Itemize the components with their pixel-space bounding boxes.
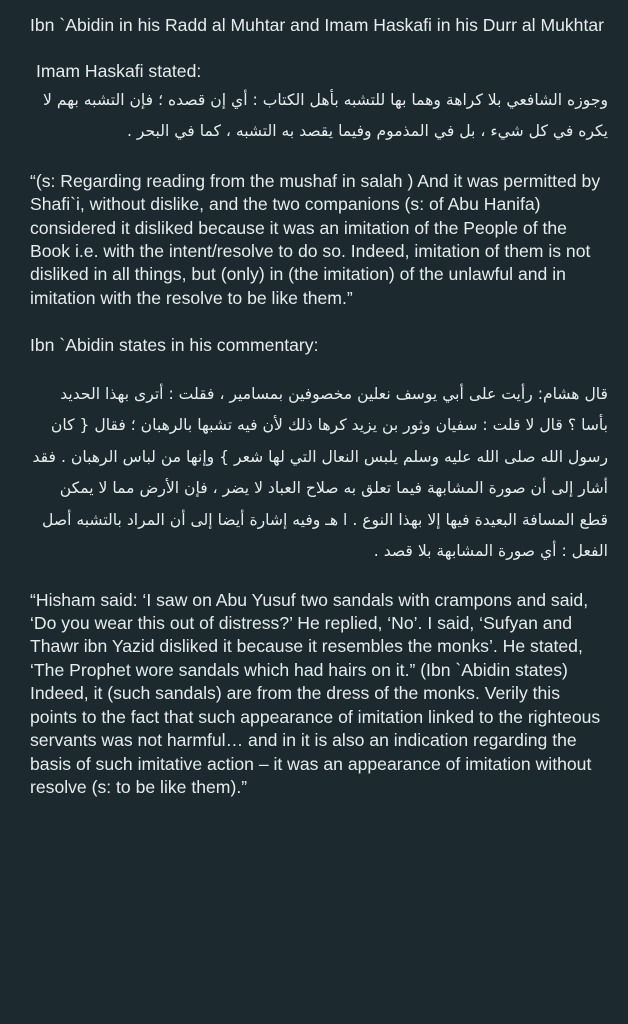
abidin-arabic-text: قال هشام: رأيت على أبي يوسف نعلين مخصوفين بمسامير ، فقلت : أترى بهذا الحديد بأسا ؟ قال لا قلت : سفيان وثور بن يزيد كرها ذلك لأن فيه تشبها بالرهبان ؛ فقال { كان رسول الله صلى الله عليه وسلم يلبس النعال التي لها شعر } وإنها من لباس الرهبان . فقد أشار إلى أن صورة المشابهة فيما تعلق به صلاح العباد لا يضر ، فإن الأرض مما لا يمكن قطع المسافة البعيدة فيها إلا بهذا النوع . ا هـ وفيه إشارة أيضا إلى أن المراد بالتشبه أصل الفعل : أي صورة المشابهة بلا قصد .: [32, 384, 608, 561]
haskafi-arabic-text: وجوزه الشافعي بلا كراهة وهما بها للتشبه بأهل الكتاب : أي إن قصده ؛ فإن التشبه بهم لا يكره في كل شيء ، بل في المذموم وفيما يقصد به التشبه ، كما في البحر .: [43, 90, 608, 141]
document-title: Ibn `Abidin in his Radd al Muhtar and Imam Haskafi in his Durr al Mukhtar: [30, 15, 604, 35]
abidin-translation: “Hisham said: ‘I saw on Abu Yusuf two sandals with crampons and said, ‘Do you wear this out of distress?’ He replied, ‘No’. I said, ‘Sufyan and Thawr ibn Yazid disliked it because it resembles the monks’. He stated, ‘The Prophet wore sandals which had hairs on it.” (Ibn `Abidin states) Indeed, it (such sandals) are from the dress of the monks. Verily this points to the fact that such appearance of imitation linked to the righteous servants was not harmful… and in it is also an indication regarding the basis of such imitative action – it was an appearance of imitation without resolve (s: to be like them).”: [30, 589, 601, 797]
haskafi-translation: “(s: Regarding reading from the mushaf in salah ) And it was permitted by Shafi`i, without dislike, and the two companions (s: of Abu Hanifa) considered it disliked because it was an imitation of the People of the Book i.e. with the intent/resolve to do so. Indeed, imitation of them is not disliked in all things, but (only) in (the imitation) of the unlawful and in imitation with the resolve to be like them.”: [30, 170, 601, 308]
abidin-label: Ibn `Abidin states in his commentary:: [30, 335, 319, 356]
haskafi-label: Imam Haskafi stated:: [36, 61, 202, 82]
